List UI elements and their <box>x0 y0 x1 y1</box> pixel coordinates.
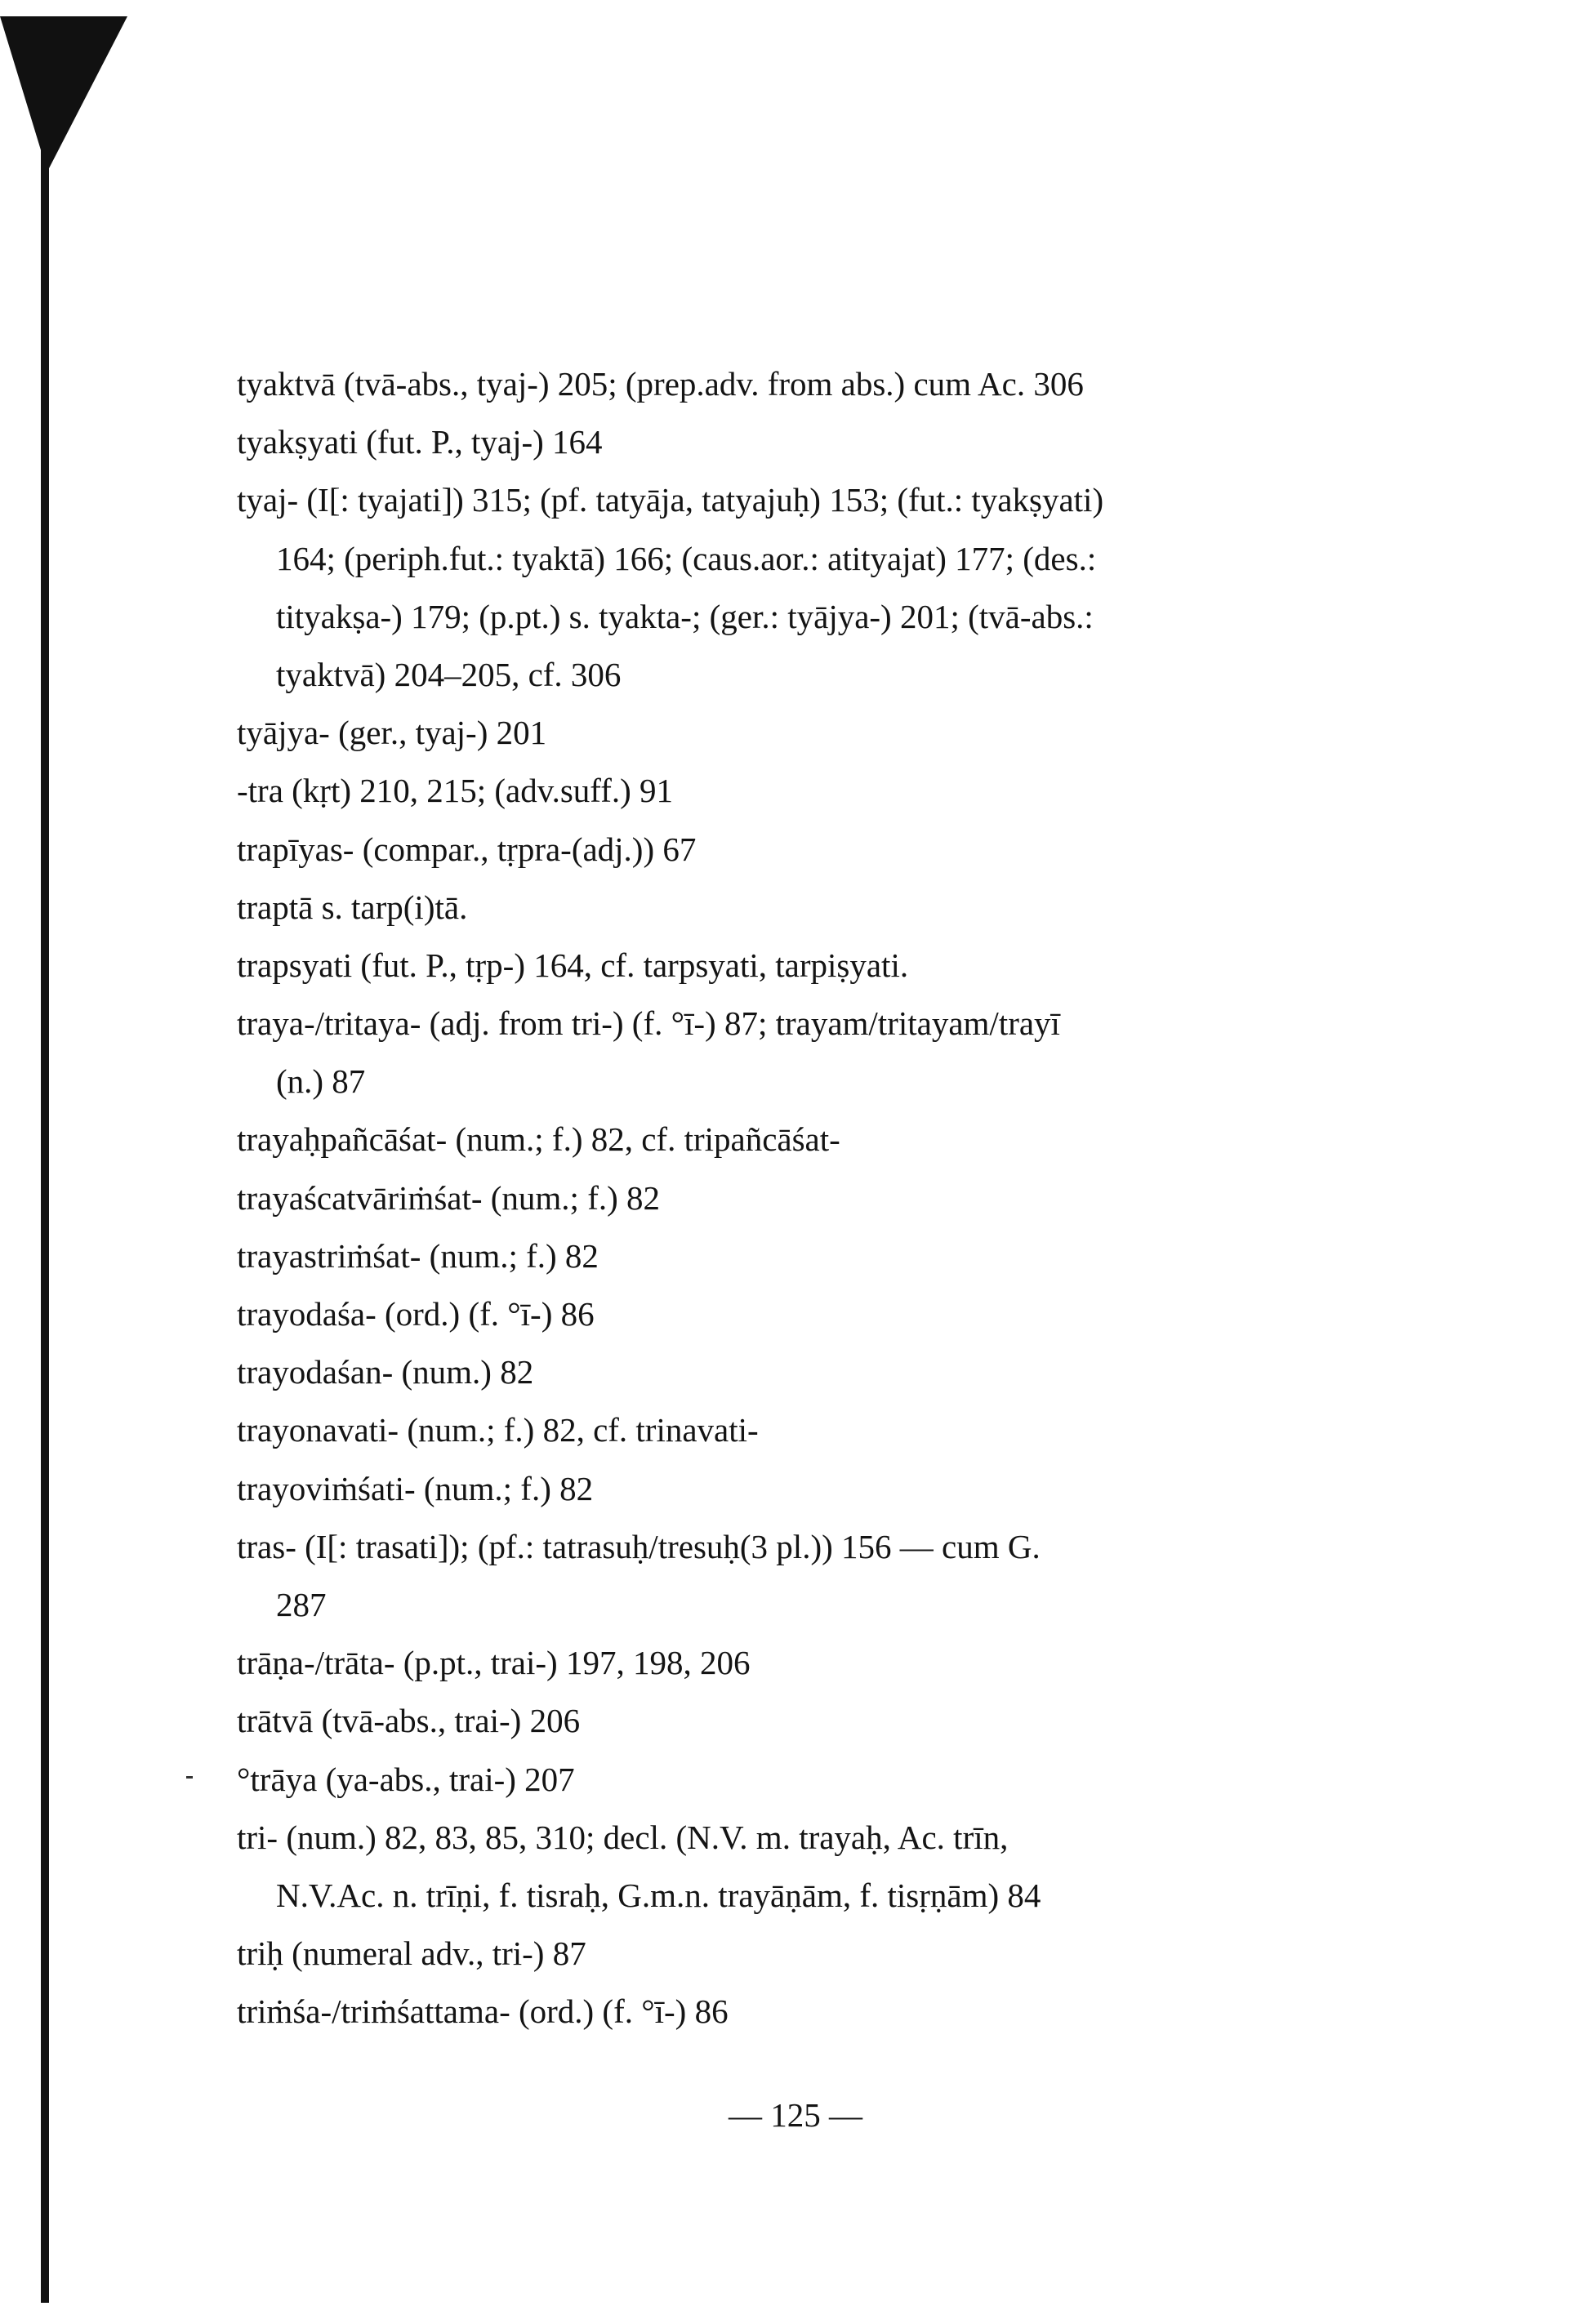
index-entry: trapīyas- (compar., tṛpra-(adj.)) 67 <box>237 830 697 868</box>
index-entry: triḥ (numeral adv., tri-) 87 <box>237 1934 586 1973</box>
index-entry: tras- (I[: trasati]); (pf.: tatrasuḥ/tresuḥ(3 pl.)) 156 — cum G. <box>237 1527 1041 1565</box>
index-entry: tyaj- (I[: tyajati]) 315; (pf. tatyāja, tatyajuḥ) 153; (fut.: tyakṣyati) <box>237 481 1104 519</box>
index-entry: trāṇa-/trāta- (p.pt., trai-) 197, 198, 206 <box>237 1644 751 1682</box>
index-entry: tri- (num.) 82, 83, 85, 310; decl. (N.V. m. trayaḥ, Ac. trīn, <box>237 1818 1009 1856</box>
index-entry: trayastriṁśat- (num.; f.) 82 <box>237 1236 599 1275</box>
page-number: — 125 — <box>729 2096 862 2134</box>
index-entry: trayonavati- (num.; f.) 82, cf. trinavati- <box>237 1411 759 1449</box>
index-entry: trayoviṁśati- (num.; f.) 82 <box>237 1469 594 1507</box>
index-entry: trayaḥpañcāśat- (num.; f.) 82, cf. tripañcāśat- <box>237 1120 840 1159</box>
index-entry: tyājya- (ger., tyaj-) 201 <box>237 714 547 752</box>
index-entry-continuation: tyaktvā) 204–205, cf. 306 <box>276 655 622 693</box>
index-entry: traptā s. tarp(i)tā. <box>237 888 468 926</box>
binding-shadow <box>0 16 127 171</box>
index-entry-continuation: N.V.Ac. n. trīṇi, f. tisraḥ, G.m.n. trayāṇām, f. tisṛṇām) 84 <box>276 1876 1041 1914</box>
index-entry: -tra (kṛt) 210, 215; (adv.suff.) 91 <box>237 772 674 810</box>
binding-edge <box>41 16 49 2303</box>
index-entry: trayaścatvāriṁśat- (num.; f.) 82 <box>237 1178 661 1217</box>
index-entry: trapsyati (fut. P., tṛp-) 164, cf. tarpsyati, tarpiṣyati. <box>237 946 909 984</box>
index-entries <box>237 355 1397 2041</box>
margin-mark <box>186 1776 193 1779</box>
index-entry-continuation: tityakṣa-) 179; (p.pt.) s. tyakta-; (ger.: tyājya-) 201; (tvā-abs.: <box>276 597 1094 635</box>
index-entry-continuation: 287 <box>276 1585 327 1623</box>
index-entry-continuation: 164; (periph.fut.: tyaktā) 166; (caus.aor.: atityajat) 177; (des.: <box>276 539 1097 577</box>
index-entry: trātvā (tvā-abs., trai-) 206 <box>237 1702 581 1740</box>
index-entry: trayodaśan- (num.) 82 <box>237 1353 534 1391</box>
index-entry: traya-/tritaya- (adj. from tri-) (f. °ī-) 87; trayam/tritayam/trayī <box>237 1004 1060 1043</box>
index-entry: tyakṣyati (fut. P., tyaj-) 164 <box>237 423 603 461</box>
index-entry: tyaktvā (tvā-abs., tyaj-) 205; (prep.adv. from abs.) cum Ac. 306 <box>237 365 1084 403</box>
index-entry: trayodaśa- (ord.) (f. °ī-) 86 <box>237 1295 595 1333</box>
index-entry-continuation: (n.) 87 <box>276 1062 366 1101</box>
index-entry: °trāya (ya-abs., trai-) 207 <box>237 1760 575 1798</box>
index-entry: triṁśa-/triṁśattama- (ord.) (f. °ī-) 86 <box>237 1992 729 2031</box>
